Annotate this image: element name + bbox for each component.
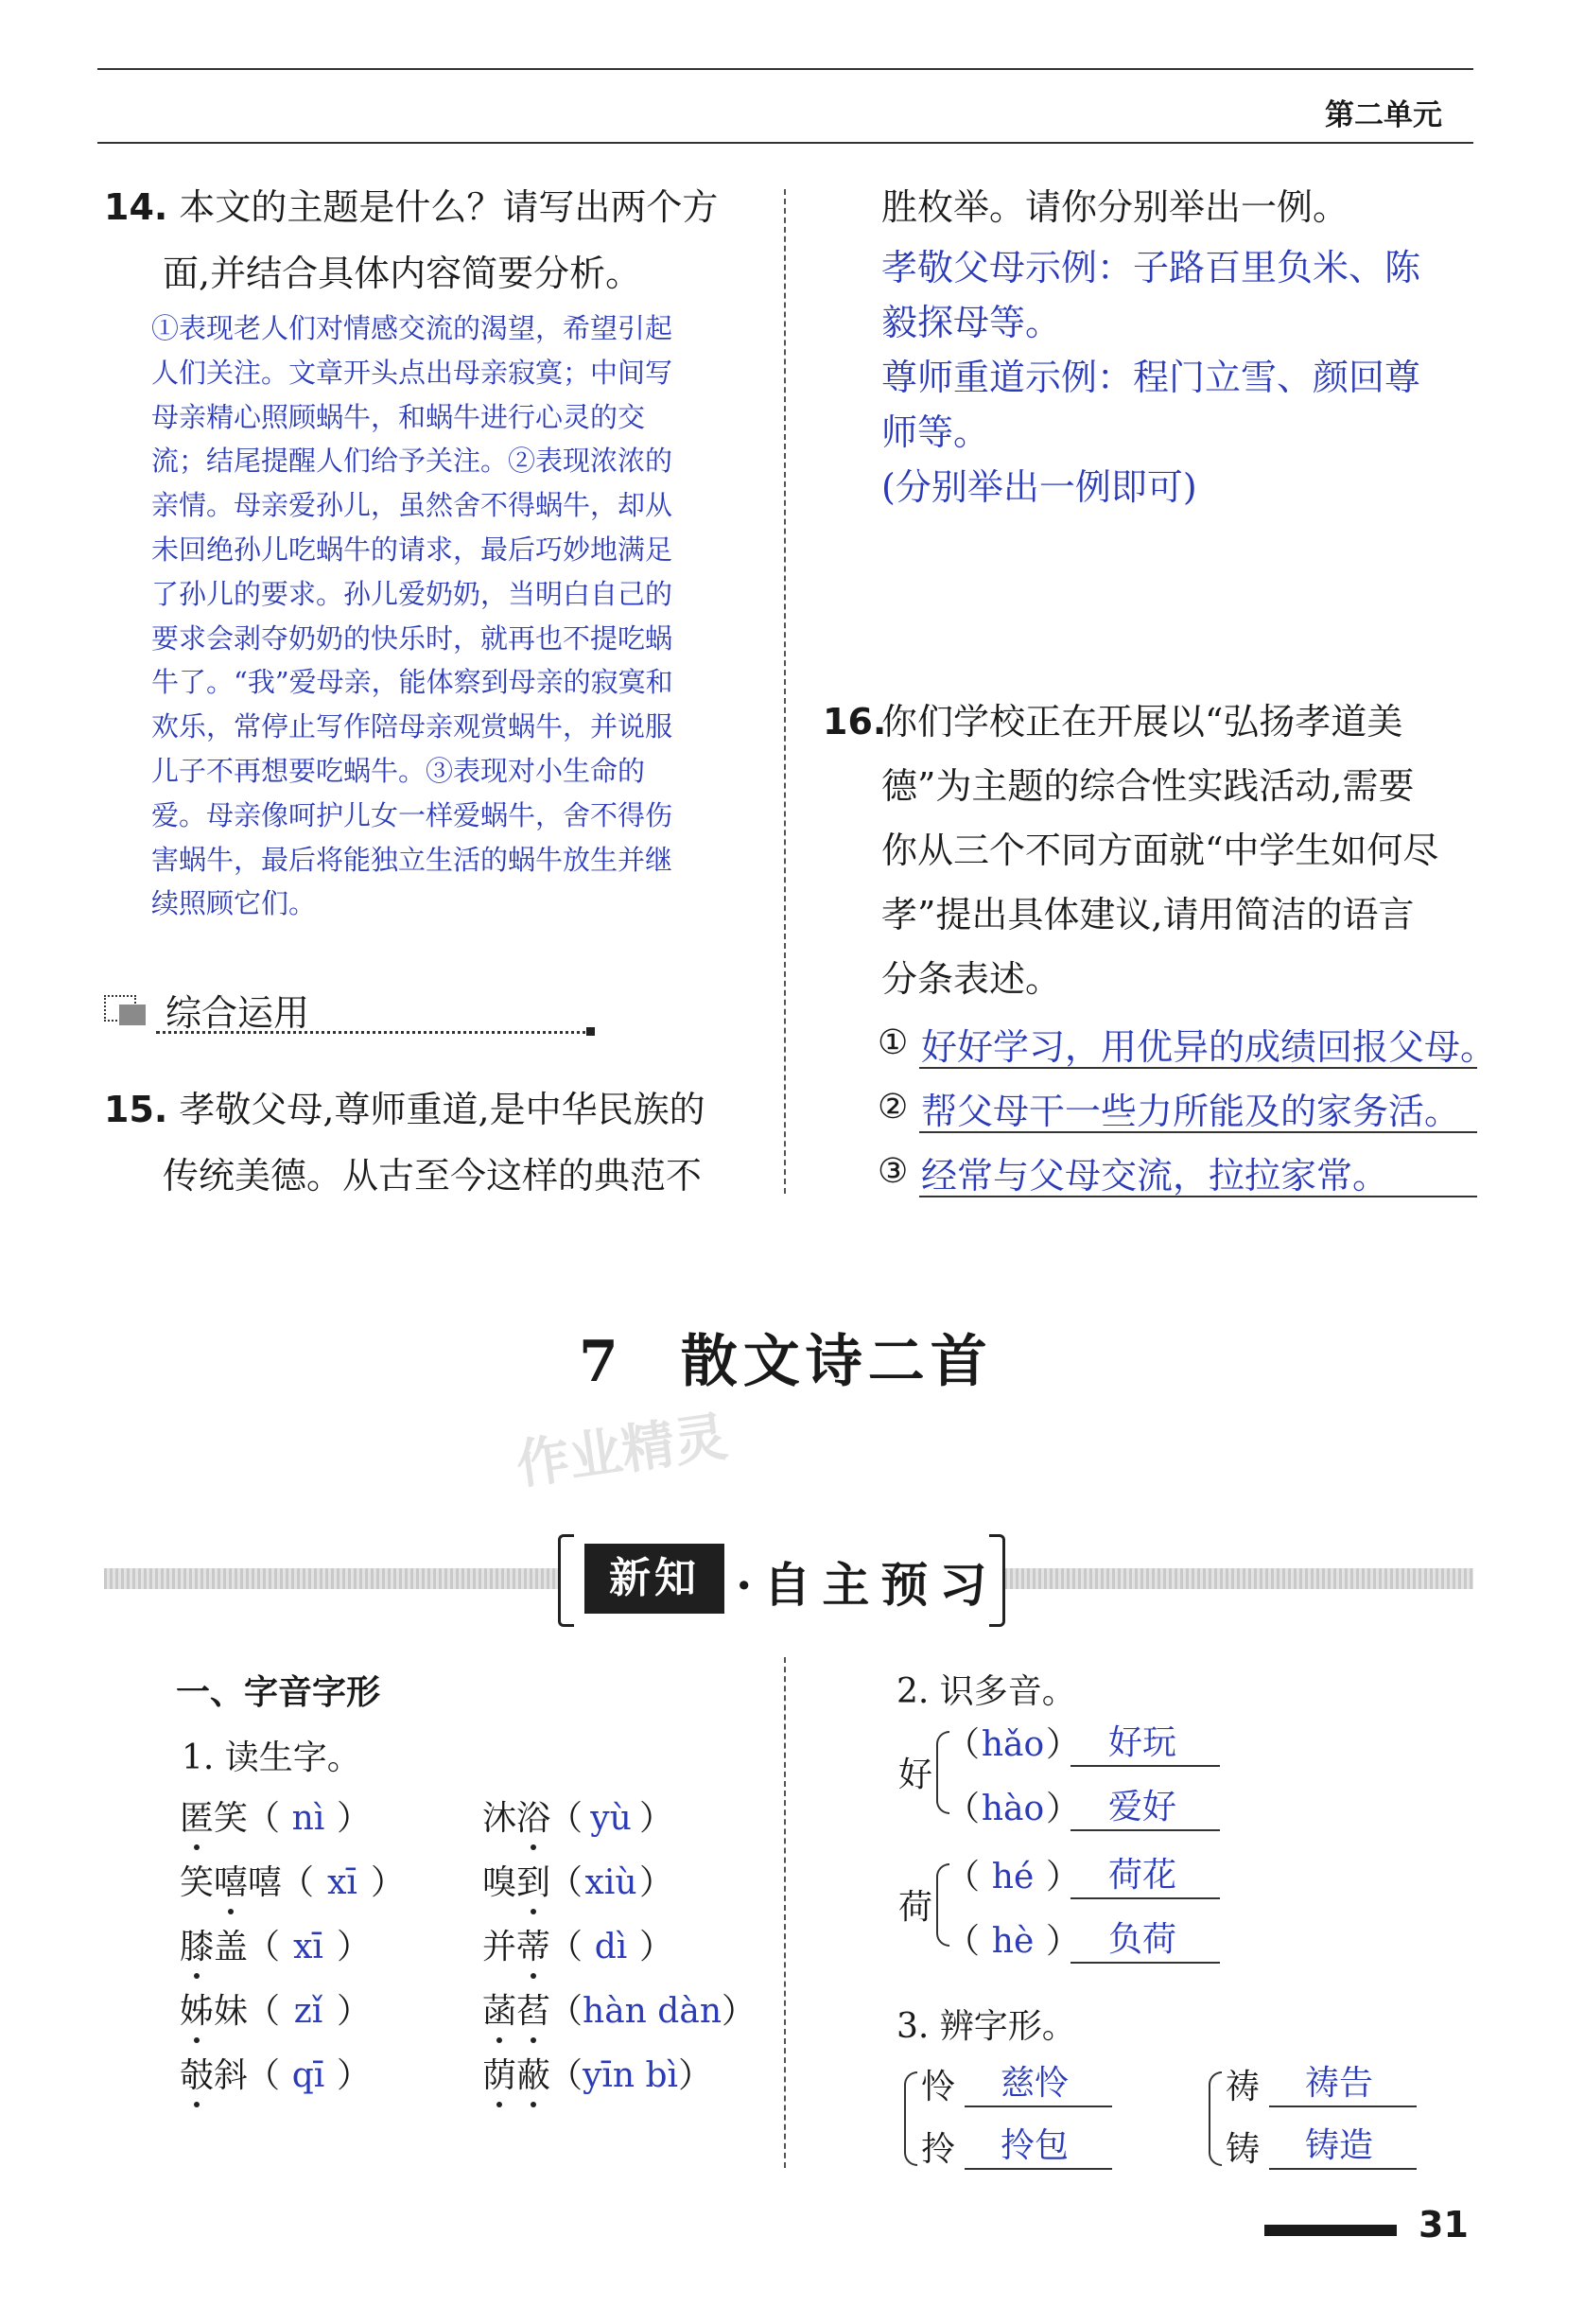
part1-heading: 一、字音字形 (176, 1672, 381, 1712)
q15-line1: 孝敬父母,尊师重道,是中华民族的 (179, 1089, 705, 1130)
banner-band-right (1004, 1568, 1473, 1589)
q16-answer-text: 帮父母干一些力所能及的家务活。 (921, 1091, 1461, 1132)
word-item (482, 1797, 673, 1841)
word-item (180, 1797, 371, 1841)
q16-answer-mark: ② (878, 1088, 909, 1127)
shape-underline (1269, 2168, 1417, 2170)
word-chars: 膝盖 (180, 1928, 249, 1966)
lesson-title (579, 1317, 993, 1398)
q14-answer-line: 未回绝孙儿吃蜗牛的请求，最后巧妙地满足 (151, 533, 673, 566)
shape-char: 怜 (921, 2068, 956, 2106)
q14-number: 14. (104, 186, 168, 228)
q14-answer-line: ①表现老人们对情感交流的渴望，希望引起 (151, 312, 673, 344)
q14-answer-line: 要求会剥夺奶奶的快乐时，就再也不提吃蜗 (151, 621, 673, 655)
q14-answer-line: 母亲精心照顾蜗牛，和蜗牛进行心灵的交 (151, 400, 646, 433)
shape-char: 拎 (921, 2130, 956, 2169)
shape-underline (965, 2106, 1112, 2107)
word-chars: 匿笑 (180, 1799, 249, 1838)
word-chars: 嗅到 (482, 1863, 551, 1902)
watermark-text: 作业精灵 (513, 1406, 732, 1497)
word-pinyin: yīn bì (583, 2056, 679, 2095)
word-paren-close: ） (337, 1928, 372, 1966)
shape-word: 祷告 (1305, 2064, 1374, 2103)
word-item (482, 2054, 712, 2098)
poly-word: 爱好 (1108, 1788, 1177, 1826)
polyphone-char: 好 (898, 1756, 933, 1794)
banner-rest: ·自主预习 (736, 1557, 999, 1613)
poly-paren-close: ） (1046, 1922, 1081, 1961)
word-paren-close: ） (639, 1863, 674, 1902)
word-item (482, 1861, 673, 1905)
q14-answer-line: 人们关注。文章开头点出母亲寂寞；中间写 (151, 356, 673, 389)
polyphone-row (946, 1723, 1080, 1767)
emphasis-dot (531, 1909, 536, 1914)
q14-answer-line: 牛了。“我”爱母亲，能体察到母亲的寂寞和 (151, 666, 673, 699)
poly-paren-open: （ (946, 1790, 981, 1828)
q16-answer-mark: ③ (878, 1152, 909, 1191)
q14-answer-line: 了孙儿的要求。孙儿爱奶奶，当明白自己的 (151, 577, 673, 610)
q15-answer-line: 毅探母等。 (881, 302, 1062, 343)
q15-line3: 胜枚举。请你分别举出一例。 (881, 186, 1349, 228)
word-pinyin: qī (291, 2056, 325, 2095)
q15-answer-line: (分别举出一例即可) (881, 466, 1197, 508)
q15-question (104, 1078, 785, 1207)
lesson-number: 7 (579, 1329, 624, 1395)
q14-answer-line: 害蜗牛，最后将能独立生活的蜗牛放生并继 (151, 843, 673, 876)
part1-sub1: 1. 读生字。 (182, 1739, 361, 1777)
emphasis-dot (531, 2037, 536, 2043)
poly-word: 负荷 (1108, 1920, 1177, 1959)
q15-answer-line: 孝敬父母示例：子路百里负米、陈 (881, 247, 1421, 288)
q15-answer-line: 师等。 (881, 411, 990, 453)
word-paren-open: （ (548, 1928, 583, 1966)
poly-word: 荷花 (1108, 1856, 1177, 1895)
poly-pinyin: hào (981, 1790, 1045, 1828)
word-item (482, 1926, 673, 1969)
word-pinyin: dì (594, 1928, 628, 1966)
word-chars: 菡萏 (482, 1992, 551, 2031)
part1-sub3: 3. 辨字形。 (896, 2007, 1076, 2046)
poly-paren-close: ） (1046, 1725, 1081, 1764)
word-paren-open: （ (246, 1928, 281, 1966)
banner-band-left (104, 1568, 558, 1589)
q16-answer-underline (919, 1131, 1477, 1133)
q14-line1: 本文的主题是什么？请写出两个方 (179, 186, 719, 228)
emphasis-dot (194, 1973, 200, 1979)
poly-underline (1071, 1829, 1220, 1831)
q14-answer (151, 306, 775, 926)
section-title-zhyy: 综合运用 (165, 992, 310, 1034)
q14-answer-line: 续照顾它们。 (151, 887, 317, 920)
poly-paren-open: （ (946, 1922, 981, 1961)
word-chars: 攲斜 (180, 2056, 249, 2095)
section-icon (104, 995, 146, 1023)
q16-number: 16. (823, 701, 887, 743)
q15-line2: 传统美德。从古至今这样的典范不 (163, 1155, 703, 1197)
word-paren-close: ） (337, 1799, 372, 1838)
word-chars: 沐浴 (482, 1799, 551, 1838)
lesson-name: 散文诗二首 (680, 1329, 993, 1395)
column-separator-bottom (784, 1657, 786, 2168)
word-chars: 荫蔽 (482, 2056, 551, 2095)
word-paren-open: （ (280, 1863, 315, 1902)
banner-box: 新知 (584, 1544, 724, 1614)
q16-answer-row (878, 1075, 1483, 1139)
word-chars: 笑嘻嘻 (180, 1863, 283, 1902)
emphasis-dot (194, 2037, 200, 2043)
page-number: 31 (1419, 2204, 1469, 2245)
polyphone-row (946, 1856, 1080, 1899)
q14-question (104, 176, 766, 305)
q16-answer-row (878, 1010, 1497, 1075)
top-rule (97, 68, 1473, 70)
q14-answer-line: 儿子不再想要吃蜗牛。③表现对小生命的 (151, 754, 646, 787)
section-end-square (586, 1027, 595, 1036)
q14-answer-line: 欢乐，常停止写作陪母亲观赏蜗牛，并说服 (151, 710, 673, 743)
poly-underline (1071, 1897, 1220, 1899)
word-pinyin: nì (291, 1799, 325, 1838)
poly-paren-open: （ (946, 1858, 981, 1896)
word-paren-open: （ (246, 1992, 281, 2031)
q16-answer-mark: ① (878, 1023, 909, 1062)
q16-answer-underline (919, 1196, 1477, 1197)
word-paren-open: （ (548, 1992, 583, 2031)
q14-answer-line: 亲情。母亲爱孙儿，虽然舍不得蜗牛，却从 (151, 489, 673, 522)
emphasis-dot (194, 1844, 200, 1850)
word-item (180, 1926, 371, 1969)
word-pinyin: xī (293, 1928, 323, 1966)
shape-word: 拎包 (1001, 2126, 1070, 2165)
word-item (482, 1990, 756, 2034)
q16-answer-text: 经常与父母交流，拉拉家常。 (921, 1155, 1389, 1197)
page-number-bar (1264, 2225, 1397, 2236)
word-chars: 姊妹 (180, 1992, 249, 2031)
q15-number: 15. (104, 1089, 168, 1130)
emphasis-dot (531, 2102, 536, 2107)
part1-sub2: 2. 识多音。 (896, 1672, 1076, 1711)
q16-line: 你从三个不同方面就“中学生如何尽 (881, 830, 1439, 871)
q14-answer-line: 流；结尾提醒人们给予关注。②表现浓浓的 (151, 445, 673, 478)
word-pinyin: yù (590, 1799, 632, 1838)
word-pinyin: xiù (584, 1863, 637, 1902)
q16-line: 分条表述。 (881, 958, 1062, 1000)
word-item (180, 1861, 405, 1905)
poly-underline (1071, 1962, 1220, 1964)
q14-line2: 面,并结合具体内容简要分析。 (163, 253, 642, 294)
word-paren-open: （ (548, 1799, 583, 1838)
word-paren-close: ） (639, 1928, 674, 1966)
word-paren-open: （ (246, 1799, 281, 1838)
polyphone-char: 荷 (898, 1888, 933, 1927)
word-paren-close: ） (337, 1992, 372, 2031)
word-paren-open: （ (548, 1863, 583, 1902)
emphasis-dot (531, 1973, 536, 1979)
poly-pinyin: hè (991, 1922, 1035, 1961)
unit-label: 第二单元 (1325, 98, 1442, 132)
word-paren-close: ） (639, 1799, 674, 1838)
word-paren-close: ） (678, 2056, 713, 2095)
emphasis-dot (496, 2037, 502, 2043)
q16-line: 德”为主题的综合性实践活动,需要 (881, 765, 1415, 807)
shape-underline (965, 2168, 1112, 2170)
word-paren-close: ） (371, 1863, 406, 1902)
column-separator-top (784, 189, 786, 1194)
emphasis-dot (531, 1844, 536, 1850)
polyphone-row (946, 1788, 1080, 1831)
emphasis-dot (496, 2102, 502, 2107)
word-paren-open: （ (548, 2056, 583, 2095)
word-paren-close: ） (337, 2056, 372, 2095)
header-rule (97, 142, 1473, 144)
word-chars: 并蒂 (482, 1928, 551, 1966)
shape-underline (1269, 2106, 1417, 2107)
emphasis-dot (228, 1909, 234, 1914)
poly-paren-open: （ (946, 1725, 981, 1764)
q16-answer-text: 好好学习，用优异的成绩回报父母。 (921, 1026, 1497, 1068)
word-pinyin: hàn dàn (583, 1992, 722, 2031)
shape-word: 铸造 (1305, 2126, 1374, 2165)
shape-word: 慈怜 (1001, 2064, 1070, 2103)
q15-answer (881, 240, 1487, 515)
poly-underline (1071, 1765, 1220, 1767)
q16-question (823, 690, 1504, 1012)
word-item (180, 1990, 371, 2034)
word-paren-close: ） (722, 1992, 757, 2031)
poly-pinyin: hé (991, 1858, 1035, 1896)
poly-word: 好玩 (1108, 1723, 1177, 1762)
shape-brace (904, 2071, 917, 2166)
poly-pinyin: hǎo (981, 1725, 1045, 1764)
word-pinyin: xī (327, 1863, 357, 1902)
q15-answer-line: 尊师重道示例：程门立雪、颜回尊 (881, 357, 1421, 398)
q16-line: 孝”提出具体建议,请用简洁的语言 (881, 894, 1415, 935)
q16-answers (878, 1010, 1497, 1203)
word-paren-open: （ (246, 2056, 281, 2095)
q16-answer-row (878, 1139, 1483, 1203)
word-pinyin: zǐ (293, 1992, 323, 2031)
polyphone-row (946, 1920, 1080, 1964)
poly-paren-close: ） (1046, 1858, 1081, 1896)
section-dotted-line (156, 1031, 593, 1034)
shape-brace (1209, 2071, 1222, 2166)
q16-line: 你们学校正在开展以“弘扬孝道美 (881, 701, 1403, 743)
emphasis-dot (194, 2102, 200, 2107)
shape-char: 铸 (1226, 2130, 1261, 2169)
q14-answer-line: 爱。母亲像呵护儿女一样爱蜗牛，舍不得伤 (151, 798, 673, 831)
word-item (180, 2054, 371, 2098)
q16-answer-underline (919, 1067, 1477, 1069)
shape-char: 祷 (1226, 2068, 1261, 2106)
banner-bracket-left (558, 1534, 574, 1627)
poly-paren-close: ） (1046, 1790, 1081, 1828)
